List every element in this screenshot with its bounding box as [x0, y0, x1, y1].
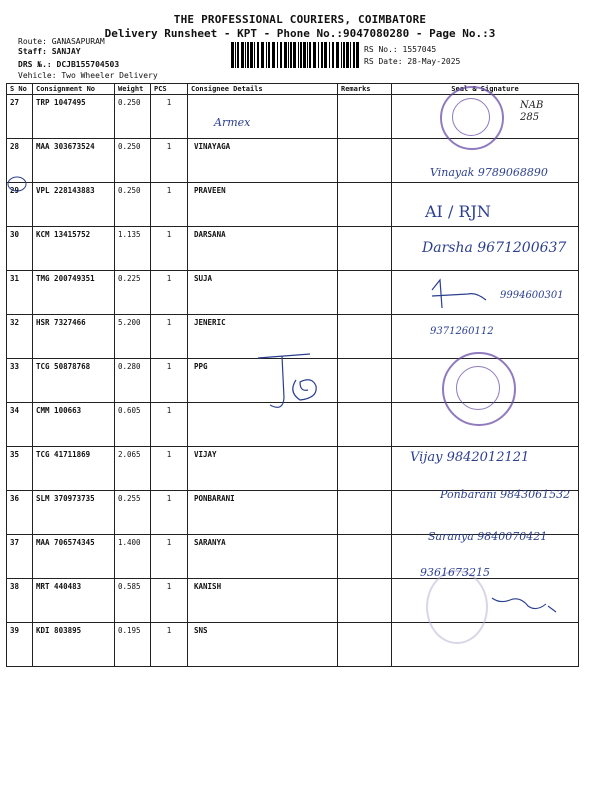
row-seal-signature — [392, 623, 579, 667]
row-sno: 27 — [7, 95, 33, 139]
seal-stamp-icon — [426, 570, 488, 644]
row-remarks — [338, 359, 392, 403]
handwritten-signature: 9371260112 — [430, 326, 494, 337]
row-sno: 39 — [7, 623, 33, 667]
row-pcs: 1 — [151, 623, 188, 667]
row-remarks — [338, 227, 392, 271]
handwritten-signature: 9994600301 — [500, 290, 564, 301]
page-title: THE PROFESSIONAL COURIERS, COIMBATORE — [173, 13, 427, 26]
row-remarks — [338, 535, 392, 579]
row-remarks — [338, 315, 392, 359]
row-sno: 31 — [7, 271, 33, 315]
row-consignment-no: MAA 706574345 — [33, 535, 115, 579]
handwritten-signature: Vijay 9842012121 — [410, 450, 530, 465]
row-consignment-no: KCM 13415752 — [33, 227, 115, 271]
row-consignee: SARANYA — [188, 535, 338, 579]
row-pcs: 1 — [151, 95, 188, 139]
col-seal-signature: Seal & Signature — [392, 84, 579, 95]
row-consignee: SNS — [188, 623, 338, 667]
row-weight: 0.605 — [115, 403, 151, 447]
handwritten-signature: 9361673215 — [420, 566, 490, 579]
row-consignee: JENERIC — [188, 315, 338, 359]
drs-number: DRS №.: DCJB155704503 — [18, 60, 120, 69]
row-consignee: DARSANA — [188, 227, 338, 271]
row-consignee: PRAVEEN — [188, 183, 338, 227]
col-remarks: Remarks — [338, 84, 392, 95]
row-weight: 0.280 — [115, 359, 151, 403]
row-pcs: 1 — [151, 227, 188, 271]
row-remarks — [338, 447, 392, 491]
row-sno: 34 — [7, 403, 33, 447]
rs-number: RS No.: 1557045 — [364, 45, 437, 54]
seal-stamp-icon — [442, 352, 516, 426]
row-remarks — [338, 183, 392, 227]
barcode-icon — [231, 42, 359, 68]
col-weight: Weight — [115, 84, 151, 95]
row-consignment-no: MAA 303673524 — [33, 139, 115, 183]
handwritten-signature: Saranya 9840070421 — [428, 530, 548, 543]
row-remarks — [338, 95, 392, 139]
col-consignee: Consignee Details — [188, 84, 338, 95]
row-sno: 32 — [7, 315, 33, 359]
row-consignee: VIJAY — [188, 447, 338, 491]
row-pcs: 1 — [151, 271, 188, 315]
row-consignment-no: TMG 200749351 — [33, 271, 115, 315]
row-sno: 33 — [7, 359, 33, 403]
row-consignee — [188, 95, 338, 139]
handwritten-signature: Vinayak 9789068890 — [430, 166, 548, 179]
row-consignment-no: TRP 1047495 — [33, 95, 115, 139]
row-remarks — [338, 623, 392, 667]
row-consignee: PPG — [188, 359, 338, 403]
row-weight: 0.225 — [115, 271, 151, 315]
table-row — [7, 271, 579, 315]
row-consignment-no: HSR 7327466 — [33, 315, 115, 359]
row-weight: 0.585 — [115, 579, 151, 623]
row-weight: 0.250 — [115, 139, 151, 183]
col-sno: S No — [7, 84, 33, 95]
handwritten-note: NAB 285 — [520, 100, 544, 123]
row-weight: 0.195 — [115, 623, 151, 667]
rs-date: RS Date: 28-May-2025 — [364, 57, 461, 66]
row-weight: 1.400 — [115, 535, 151, 579]
row-weight: 0.250 — [115, 183, 151, 227]
row-sno: 29 — [7, 183, 33, 227]
col-pcs: PCS — [151, 84, 188, 95]
row-consignment-no: CMM 100663 — [33, 403, 115, 447]
table-row — [7, 623, 579, 667]
row-consignee: KANISH — [188, 579, 338, 623]
row-weight: 5.200 — [115, 315, 151, 359]
row-remarks — [338, 271, 392, 315]
row-pcs: 1 — [151, 579, 188, 623]
row-pcs: 1 — [151, 535, 188, 579]
seal-stamp-icon — [440, 86, 504, 150]
row-remarks — [338, 403, 392, 447]
row-pcs: 1 — [151, 491, 188, 535]
row-consignment-no: TCG 41711869 — [33, 447, 115, 491]
row-weight: 0.250 — [115, 95, 151, 139]
row-pcs: 1 — [151, 139, 188, 183]
handwritten-signature: AI / RJN — [425, 202, 491, 221]
row-sno: 36 — [7, 491, 33, 535]
row-sno: 28 — [7, 139, 33, 183]
row-remarks — [338, 491, 392, 535]
row-consignee: VINAYAGA — [188, 139, 338, 183]
row-pcs: 1 — [151, 403, 188, 447]
row-sno: 30 — [7, 227, 33, 271]
row-consignee: PONBARANI — [188, 491, 338, 535]
row-consignment-no: SLM 370973735 — [33, 491, 115, 535]
row-consignee — [188, 403, 338, 447]
row-consignment-no: TCG 50878768 — [33, 359, 115, 403]
row-pcs: 1 — [151, 183, 188, 227]
row-weight: 0.255 — [115, 491, 151, 535]
staff-label: Staff: SANJAY — [18, 47, 81, 56]
row-remarks — [338, 579, 392, 623]
row-consignment-no: MRT 440483 — [33, 579, 115, 623]
row-sno: 38 — [7, 579, 33, 623]
row-pcs: 1 — [151, 315, 188, 359]
row-weight: 2.065 — [115, 447, 151, 491]
runsheet-subtitle: Delivery Runsheet - KPT - Phone No.:9047080280 - Page No.:3 — [104, 27, 496, 40]
row-pcs: 1 — [151, 359, 188, 403]
table-row — [7, 183, 579, 227]
row-consignment-no: VPL 228143883 — [33, 183, 115, 227]
table-row — [7, 579, 579, 623]
route-label: Route: GANASAPURAM — [18, 37, 105, 46]
handwritten-signature: Ponbarani 9843061532 — [440, 488, 571, 501]
row-sno: 35 — [7, 447, 33, 491]
row-pcs: 1 — [151, 447, 188, 491]
row-consignment-no: KDI 803895 — [33, 623, 115, 667]
row-remarks — [338, 139, 392, 183]
handwritten-consignee: Armex — [214, 116, 251, 129]
row-consignee: SUJA — [188, 271, 338, 315]
row-weight: 1.135 — [115, 227, 151, 271]
col-consignment: Consignment No — [33, 84, 115, 95]
handwritten-signature: Darsha 9671200637 — [422, 240, 567, 256]
row-sno: 37 — [7, 535, 33, 579]
vehicle-label: Vehicle: Two Wheeler Delivery — [18, 71, 158, 80]
